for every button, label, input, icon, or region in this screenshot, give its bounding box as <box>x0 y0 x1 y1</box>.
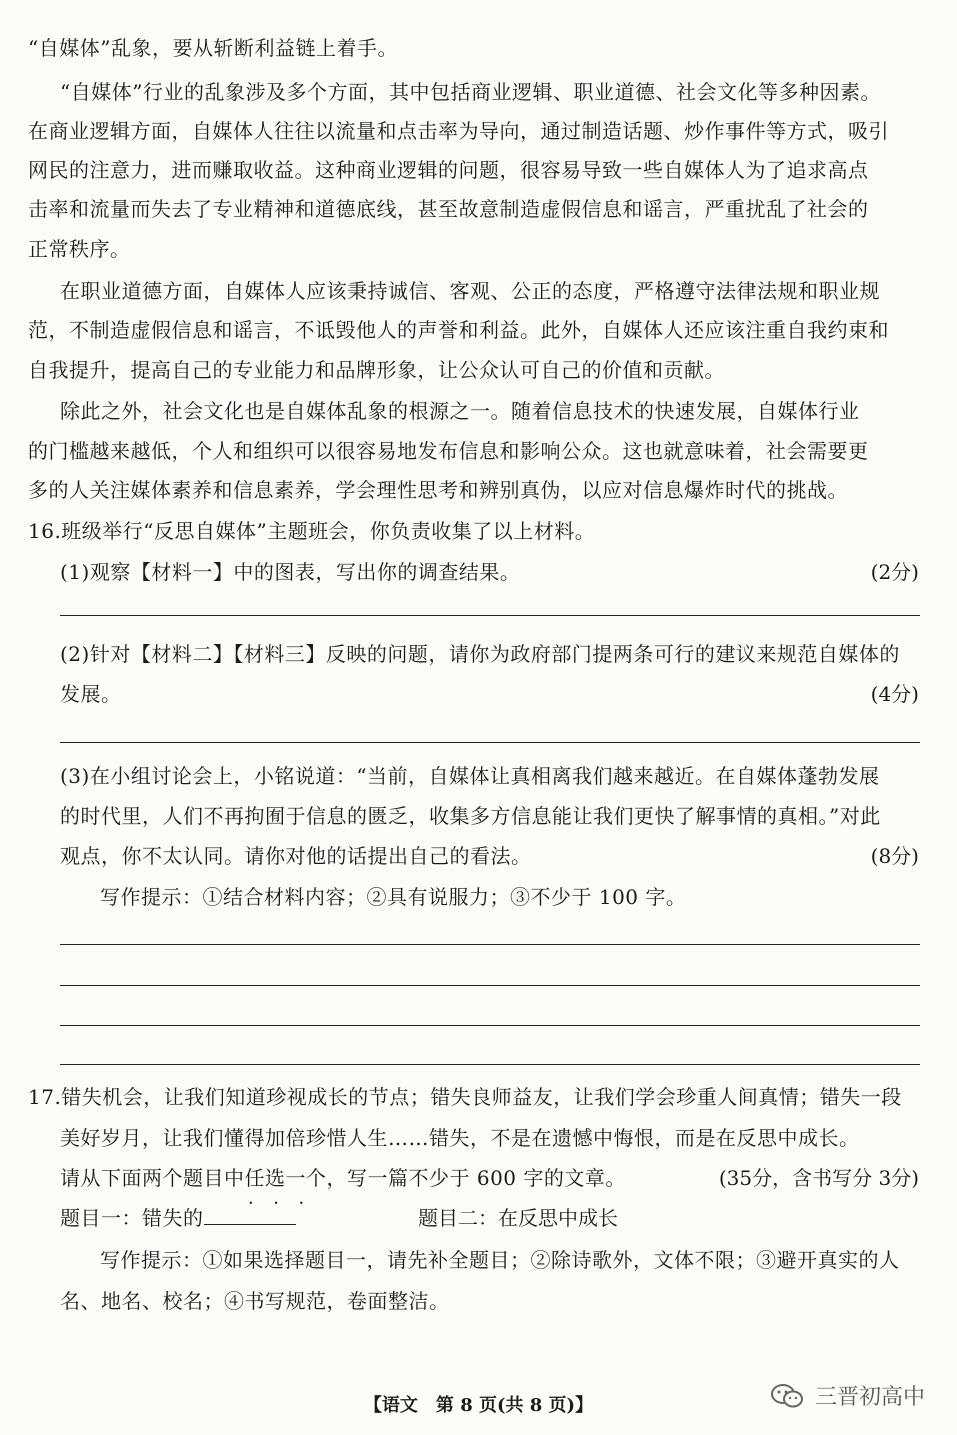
q16-part1: (1)观察【材料一】中的图表，写出你的调查结果。 <box>60 560 521 584</box>
answer-line[interactable] <box>60 985 920 986</box>
passage-line: 在商业逻辑方面，自媒体人往往以流量和点击率为导向，通过制造话题、炒作事件等方式，吸引 <box>28 119 889 143</box>
q17-stem: 17.错失机会，让我们知道珍视成长的节点；错失良师益友，让我们学会珍重人间真情；错失一段 <box>28 1085 902 1109</box>
q16-part2: (2)针对【材料二】【材料三】反映的问题，请你为政府部门提两条可行的建议来规范自媒体的 <box>60 642 900 666</box>
answer-line[interactable] <box>60 615 920 616</box>
q17-instruction-post: ，写一篇不少于 600 字的文章。 <box>326 1166 626 1190</box>
answer-line[interactable] <box>60 742 920 743</box>
passage-line: 正常秩序。 <box>28 237 131 261</box>
passage-line: 击率和流量而失去了专业精神和道德底线，甚至故意制造虚假信息和谣言，严重扰乱了社会的 <box>28 197 869 221</box>
q16-stem: 16.班级举行“反思自媒体”主题班会，你负责收集了以上材料。 <box>28 519 596 543</box>
watermark-text: 三晋初高中 <box>814 1385 925 1410</box>
q17-topic2: 题目二：在反思中成长 <box>418 1206 618 1230</box>
q17-writing-tip: 写作提示：①如果选择题目一，请先补全题目；②除诗歌外，文体不限；③避开真实的人 <box>100 1248 900 1272</box>
q16-part3: 的时代里，人们不再拘囿于信息的匮乏，收集多方信息能让我们更快了解事情的真相。”对此 <box>60 804 881 828</box>
passage-line: 自我提升，提高自己的专业能力和品牌形象，让公众认可自己的价值和贡献。 <box>28 358 725 382</box>
passage-line: 范，不制造虚假信息和谣言，不诋毁他人的声誉和利益。此外，自媒体人还应该注重自我约束和 <box>28 318 889 342</box>
passage-line: 的门槛越来越低，个人和组织可以很容易地发布信息和影响公众。这也就意味着，社会需要更 <box>28 439 869 463</box>
q17-score: (35分，含书写分 3分) <box>718 1166 919 1190</box>
q16-part2: 发展。 <box>60 682 122 706</box>
emphasis-text: 任选一个 • • • <box>245 1166 327 1190</box>
passage-line: 多的人关注媒体素养和信息素养，学会理性思考和辨别真伪，以应对信息爆炸时代的挑战。 <box>28 478 848 502</box>
topic1-label: 题目一：错失的 <box>60 1206 204 1230</box>
q16-part3: (3)在小组讨论会上，小铭说道：“当前，自媒体让真相离我们越来越近。在自媒体蓬勃发展 <box>60 764 880 788</box>
q17-writing-tip: 名、地名、校名；④书写规范，卷面整洁。 <box>60 1289 450 1313</box>
answer-line[interactable] <box>60 1064 920 1065</box>
q16-writing-tip: 写作提示：①结合材料内容；②具有说服力；③不少于 100 字。 <box>100 885 687 909</box>
q16-part1-score: (2分) <box>870 560 919 584</box>
passage-line: “自媒体”乱象，要从斩断利益链上着手。 <box>28 36 398 60</box>
q17-stem: 美好岁月，让我们懂得加倍珍惜人生……错失，不是在遗憾中悔恨，而是在反思中成长。 <box>60 1126 860 1150</box>
passage-line: “自媒体”行业的乱象涉及多个方面，其中包括商业逻辑、职业道德、社会文化等多种因素。 <box>60 80 881 104</box>
answer-line[interactable] <box>60 1025 920 1026</box>
q16-part3: 观点，你不太认同。请你对他的话提出自己的看法。 <box>60 844 532 868</box>
q16-part2-score: (4分) <box>870 682 919 706</box>
passage-line: 网民的注意力，进而赚取收益。这种商业逻辑的问题，很容易导致一些自媒体人为了追求高点 <box>28 158 869 182</box>
watermark <box>769 1380 925 1411</box>
answer-line[interactable] <box>60 944 920 945</box>
passage-line: 在职业道德方面，自媒体人应该秉持诚信、客观、公正的态度，严格遵守法律法规和职业规 <box>60 279 880 303</box>
page-footer: 【语文 第 8 页(共 8 页)】 <box>363 1395 594 1416</box>
q17-instruction-pre: 请从下面两个题目中 <box>60 1166 245 1190</box>
passage-line: 除此之外，社会文化也是自媒体乱象的根源之一。随着信息技术的快速发展，自媒体行业 <box>60 399 860 423</box>
wechat-icon <box>769 1382 805 1410</box>
q16-part3-score: (8分) <box>870 844 919 868</box>
topic1-blank[interactable] <box>204 1204 296 1225</box>
